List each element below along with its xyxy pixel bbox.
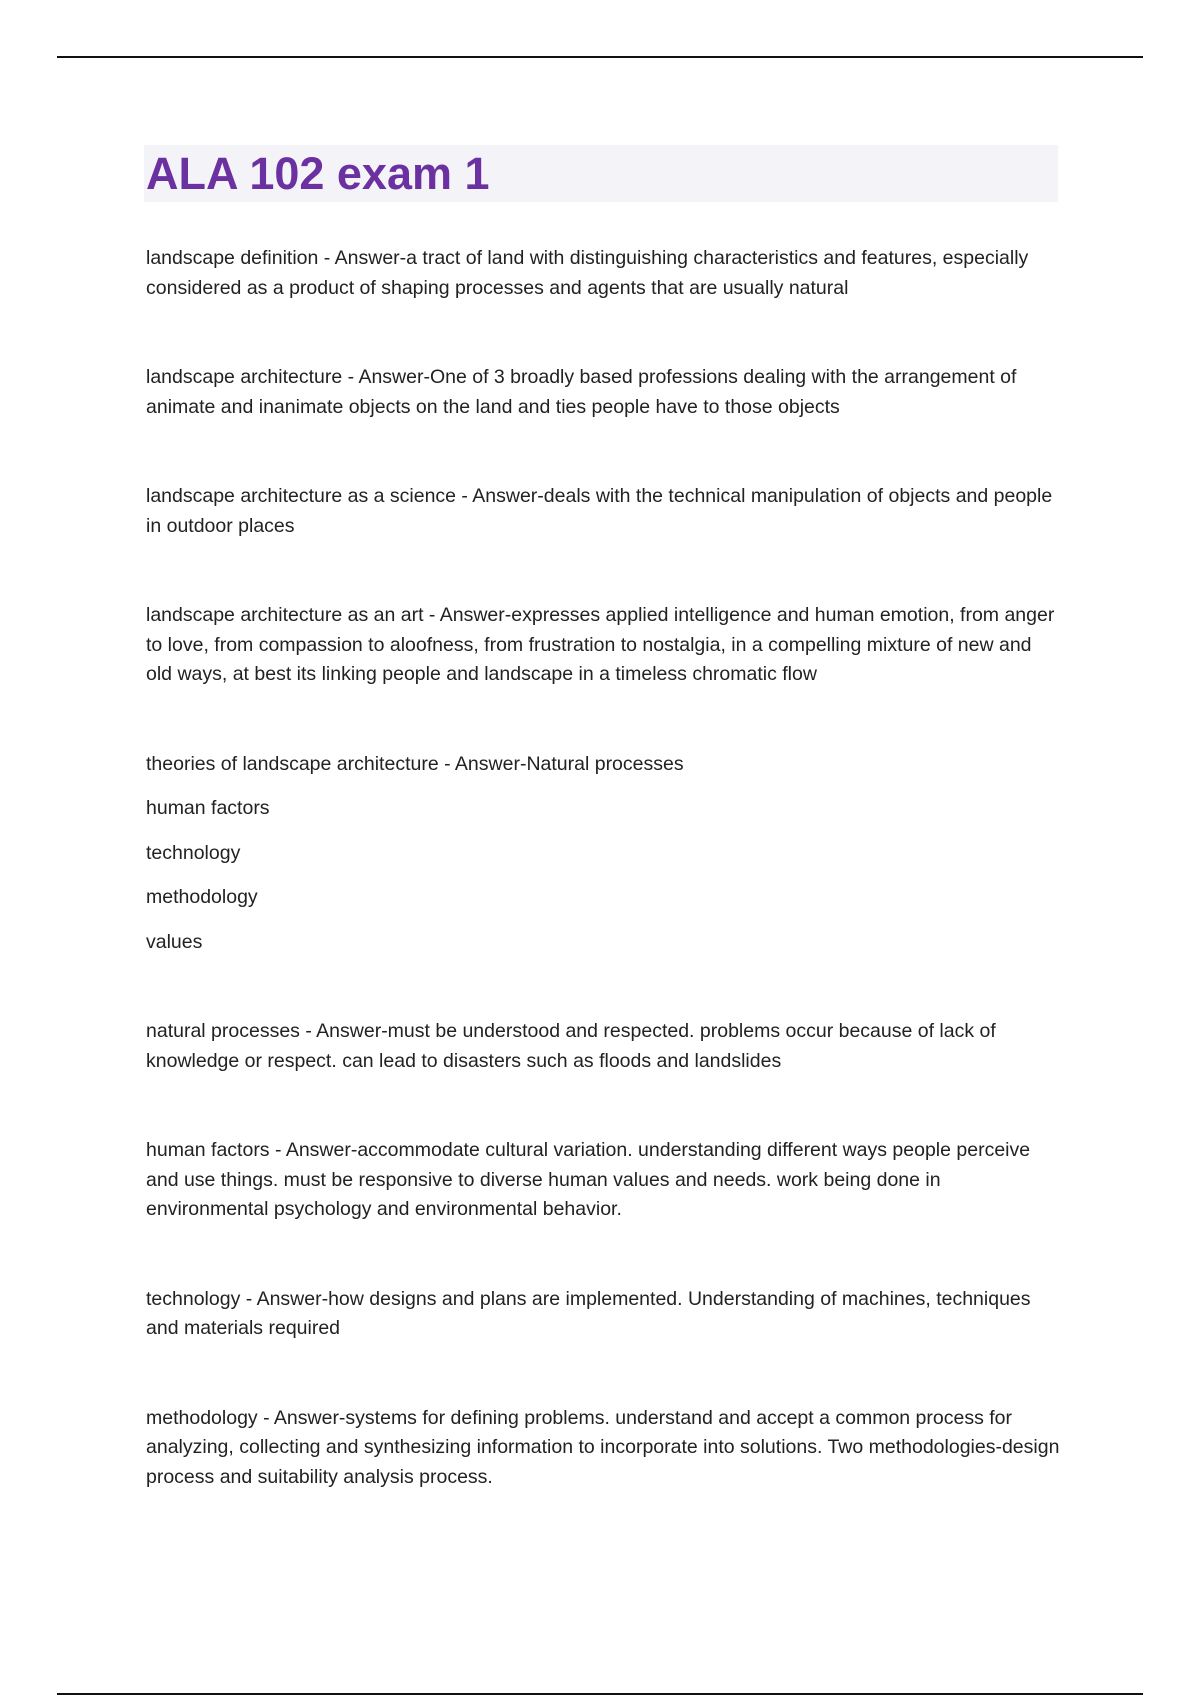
entry-la-as-science: landscape architecture as a science - Answer-deals with the technical manipulation of objects and people in outdoor places xyxy=(146,485,1053,537)
entry-methodology: methodology - Answer-systems for defining problems. understand and accept a common process for analyzing, collecting and synthesizing information to incorporate into solutions. Two methodologies-design process and suitability analysis process. xyxy=(146,1406,1060,1488)
document-title: ALA 102 exam 1 xyxy=(146,148,490,199)
entry-landscape-definition: landscape definition - Answer-a tract of land with distinguishing characteristics and features, especially considered as a product of shaping processes and agents that are usually natural xyxy=(146,247,1029,299)
entry-theories: theories of landscape architecture - Answer-Natural processes xyxy=(146,752,684,775)
entry-natural-processes: natural processes - Answer-must be understood and respected. problems occur because of lack of knowledge or respect. can lead to disasters such as floods and landslides xyxy=(146,1020,996,1072)
document-body xyxy=(146,244,1062,1552)
theory-item: human factors xyxy=(146,797,270,819)
entry-human-factors: human factors - Answer-accommodate cultural variation. understanding different ways people perceive and use things. must be responsive to diverse human values and needs. work being done in environmental psychology and environmental behavior. xyxy=(146,1139,1031,1220)
entry-landscape-architecture: landscape architecture - Answer-One of 3 broadly based professions dealing with the arrangement of animate and inanimate objects on the land and ties people have to those objects xyxy=(146,366,1017,418)
entry-theories-block xyxy=(146,750,1062,958)
theory-item: methodology xyxy=(146,886,258,908)
header-rule xyxy=(57,56,1143,58)
footer-rule xyxy=(57,1693,1143,1695)
theory-item: values xyxy=(146,930,203,953)
entry-la-as-art: landscape architecture as an art - Answer-expresses applied intelligence and human emotion, from anger to love, from compassion to aloofness, from frustration to nostalgia, in a compelling mixture of new and old ways, at best its linking people and landscape in a timeless chromatic flow xyxy=(146,604,1055,685)
theory-item: technology xyxy=(146,841,241,864)
entry-technology: technology - Answer-how designs and plans are implemented. Understanding of machines, techniques and materials required xyxy=(146,1287,1031,1339)
